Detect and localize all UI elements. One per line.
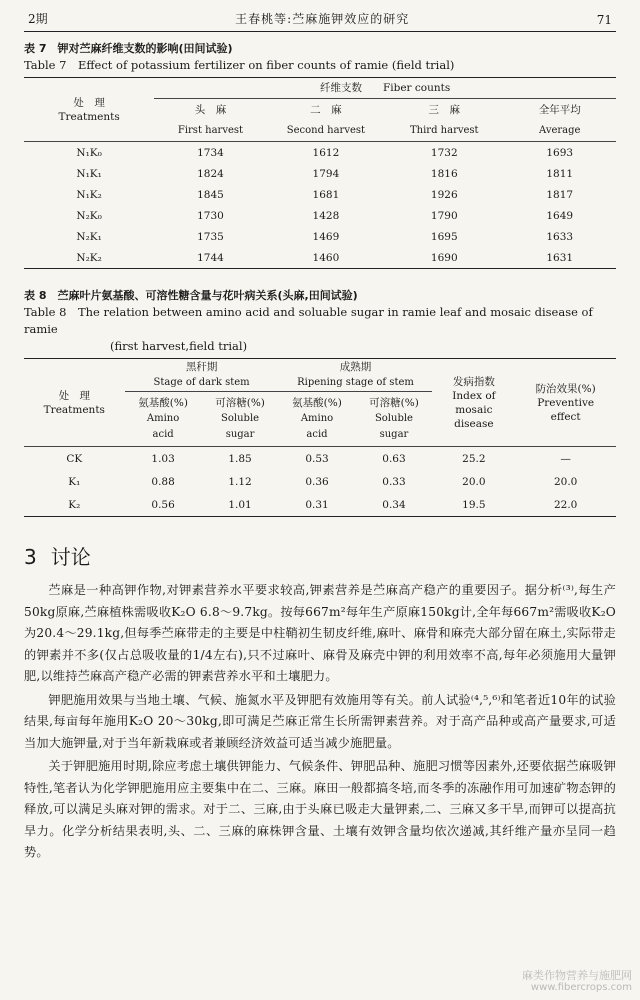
section-title: 讨论	[50, 545, 91, 569]
value-cell: 1.03	[151, 452, 175, 465]
table8-effect-zh: 防治效果(%)	[535, 382, 596, 395]
value-cell: 1790	[430, 209, 458, 222]
value-cell: 25.2	[462, 452, 486, 465]
value-cell: 1693	[546, 146, 574, 159]
value-cell: 1811	[546, 167, 574, 180]
value-cell: 1.01	[202, 493, 279, 517]
table-row	[24, 205, 616, 226]
treatment-cell: N₂K₀	[76, 209, 102, 222]
table7-caption-en: Table 7 Effect of potassium fertilizer on fiber counts of ramie (field trial)	[24, 58, 455, 72]
value-cell: 1845	[197, 188, 224, 201]
table7-caption	[24, 40, 616, 74]
running-title: 王春桃等:苎麻施钾效应的研究	[235, 12, 410, 26]
value-cell: —	[560, 452, 571, 465]
value-cell: 19.5	[432, 493, 515, 517]
value-cell: 0.31	[279, 493, 356, 517]
value-cell: 1633	[546, 230, 574, 243]
table8-sugar-en1: Soluble	[374, 413, 413, 424]
table8-amino-en1: Amino	[146, 413, 180, 424]
value-cell: 1926	[430, 188, 458, 201]
value-cell: 0.33	[382, 475, 406, 488]
value-cell: 1816	[430, 167, 458, 180]
value-cell: 0.88	[151, 475, 175, 488]
table-row	[24, 247, 616, 269]
treatment-cell: N₂K₂	[24, 247, 154, 269]
table8-caption-en-2: (first harvest,field trial)	[110, 339, 248, 353]
value-cell: 20.0	[553, 475, 578, 488]
section-heading	[24, 541, 616, 570]
treatment-cell: N₁K₂	[76, 188, 102, 201]
table7-col-en: First harvest	[154, 120, 266, 142]
table8-amino-en2: acid	[279, 427, 356, 447]
table8-index-zh: 发病指数	[452, 375, 495, 388]
value-cell: 1690	[385, 247, 503, 269]
table8	[24, 358, 616, 517]
table8-group2-en: Ripening stage of stem	[279, 375, 433, 392]
table8-index-en3: disease	[454, 417, 494, 430]
table8-sugar-en2: sugar	[202, 427, 279, 447]
treatment-cell: N₁K₀	[76, 146, 102, 159]
value-cell: 1.85	[228, 452, 252, 465]
value-cell: 0.36	[305, 475, 329, 488]
value-cell: 1794	[312, 167, 340, 180]
table8-treat-en: Treatments	[43, 403, 105, 416]
table-row	[24, 142, 616, 164]
value-cell: 1469	[312, 230, 340, 243]
table7-col-en: Second harvest	[267, 120, 385, 142]
table7-col-en: Average	[503, 120, 616, 142]
treatment-cell: K₂	[24, 493, 125, 517]
table7-col-zh: 二 麻	[310, 103, 342, 116]
value-cell: 1734	[197, 146, 224, 159]
table-row	[24, 184, 616, 205]
table8-effect-en1: Preventive	[537, 396, 595, 409]
value-cell: 1681	[312, 188, 340, 201]
table8-treat-zh: 处 理	[58, 389, 91, 402]
value-cell: 0.56	[125, 493, 202, 517]
table7-treat-header	[24, 78, 154, 142]
paragraph: 钾肥施用效果与当地土壤、气候、施氮水平及钾肥有效施用等有关。前人试验⁽⁴,⁵,⁶⁾和笔者近10年的试验结果,每亩每年施用K₂O 20～30kg,即可满足苎麻正常生长所需钾素营养。对于高产品种或高产量要求,可适当加大施钾量,对于当年新栽麻或者兼顾经济效益可适当减少施肥量。	[24, 692, 616, 750]
value-cell: 1612	[312, 146, 340, 159]
table7-treat-en: Treatments	[58, 110, 120, 123]
table8-index-en1: Index of	[452, 389, 496, 402]
value-cell: 1428	[312, 209, 340, 222]
value-cell: 1649	[546, 209, 574, 222]
treatment-cell: CK	[66, 452, 83, 465]
page-number: 71	[596, 13, 612, 27]
table7	[24, 77, 616, 269]
table7-col-zh: 头 麻	[194, 103, 227, 116]
treatment-cell: N₁K₁	[76, 167, 102, 180]
running-header	[24, 8, 616, 32]
value-cell: 0.53	[305, 452, 329, 465]
table8-treat-header	[24, 359, 125, 447]
table8-index-header	[432, 359, 515, 447]
value-cell: 1817	[546, 188, 574, 201]
value-cell: 1732	[430, 146, 458, 159]
table8-group2-zh: 成熟期	[279, 359, 433, 376]
value-cell: 1824	[197, 167, 224, 180]
value-cell: 1460	[267, 247, 385, 269]
table8-caption-zh: 表 8 苎麻叶片氨基酸、可溶性糖含量与花叶病关系(头麻,田间试验)	[24, 289, 358, 302]
value-cell: 1735	[197, 230, 224, 243]
treatment-cell: K₁	[68, 475, 81, 488]
value-cell: 1631	[503, 247, 616, 269]
table8-group1-zh: 黑秆期	[125, 359, 279, 376]
paragraph: 关于钾肥施用时期,除应考虑土壤供钾能力、气候条件、钾肥品种、施肥习惯等因素外,还要依据苎麻吸钾特性,笔者认为化学钾肥施用应主要集中在二、三麻。麻田一般都搞冬培,而冬季的冻融作用可加速矿物态钾的释放,可以满足头麻对钾的需求。对于二、三麻,由于头麻已吸走大量钾素,二、三麻又多干旱,而钾可以提高抗旱力。化学分析结果表明,头、二、三麻的麻株钾含量、土壤有效钾含量均依次递减,其纤维产量亦呈同一趋势。	[24, 759, 616, 859]
table8-sugar-en1: Soluble	[221, 413, 260, 424]
table7-col-zh: 全年平均	[538, 103, 581, 116]
value-cell: 20.0	[462, 475, 486, 488]
issue-number: 2期	[28, 12, 48, 26]
table7-caption-zh: 表 7 钾对苎麻纤维支数的影响(田间试验)	[24, 42, 233, 55]
table8-amino-zh: 氨基酸(%)	[138, 397, 188, 409]
watermark-cn: 麻类作物营养与施肥网	[522, 969, 632, 982]
table8-amino-en1: Amino	[300, 413, 334, 424]
treatment-cell: N₂K₁	[76, 230, 102, 243]
watermark-url: www.fibercrops.com	[530, 982, 632, 993]
value-cell: 1695	[430, 230, 458, 243]
value-cell: 22.0	[515, 493, 616, 517]
table8-caption-en: Table 8 The relation between amino acid and soluable sugar in ramie leaf and mosaic disease of ramie	[24, 305, 593, 336]
table8-sugar-en2: sugar	[355, 427, 432, 447]
table8-caption	[24, 287, 616, 355]
table-row	[24, 470, 616, 493]
value-cell: 0.34	[355, 493, 432, 517]
table-row	[24, 493, 616, 517]
table7-treat-zh: 处 理	[73, 96, 105, 109]
table7-col-zh: 三 麻	[428, 103, 461, 116]
table8-effect-en2: effect	[550, 410, 581, 423]
table7-col-en: Third harvest	[385, 120, 503, 142]
table-row	[24, 447, 616, 471]
table8-group1-en: Stage of dark stem	[125, 375, 279, 392]
table-row	[24, 163, 616, 184]
table8-amino-en2: acid	[125, 427, 202, 447]
section-number: 3	[24, 545, 37, 569]
value-cell: 1730	[197, 209, 224, 222]
paragraph: 苎麻是一种高钾作物,对钾素营养水平要求较高,钾素营养是苎麻高产稳产的重要因子。据分析⁽³⁾,每生产50kg原麻,苎麻植株需吸收K₂O 6.8～9.7kg。按每667m²每年生产原麻150kg计,全年每667m²需吸收K₂O为20.4～29.1kg,但每季苎麻带走的主要是中柱鞘初生韧皮纤维,麻叶、麻骨和麻壳大部分留在麻土,实际带走的钾素并不多(仅占总吸收量的1/4左右),只不过麻叶、麻骨及麻壳中钾的利用效率不高,每年必须施用大量钾肥,以维持苎麻高产稳产必需的钾素营养水平和土壤肥力。	[24, 583, 616, 683]
table8-sugar-zh: 可溶糖(%)	[369, 397, 419, 409]
table8-index-en2: mosaic	[455, 403, 493, 416]
watermark	[522, 970, 632, 994]
table8-sugar-zh: 可溶糖(%)	[215, 397, 265, 409]
table7-group-header: 纤维支数 Fiber counts	[154, 78, 616, 99]
value-cell: 1744	[154, 247, 266, 269]
value-cell: 1.12	[228, 475, 252, 488]
table-row	[24, 226, 616, 247]
table8-amino-zh: 氨基酸(%)	[292, 397, 342, 409]
table8-effect-header	[515, 359, 616, 447]
value-cell: 0.63	[382, 452, 406, 465]
